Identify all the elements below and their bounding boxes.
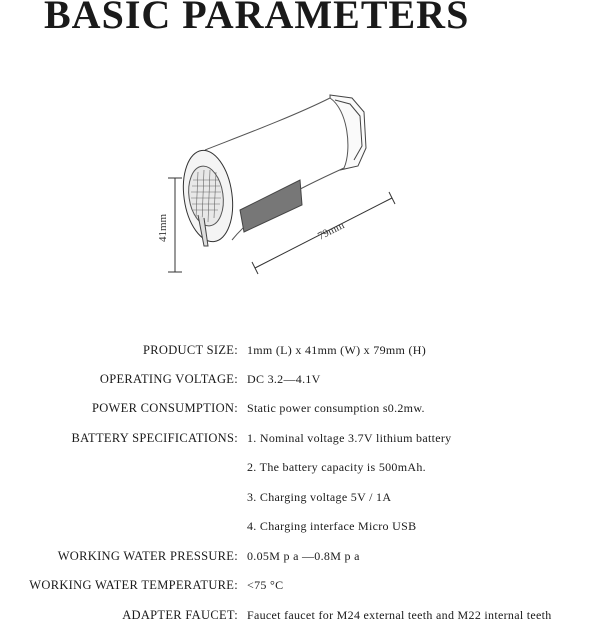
spec-label: ADAPTER FAUCET: xyxy=(122,608,238,622)
spec-row xyxy=(0,519,600,539)
dimension-length-label: 79mm xyxy=(315,219,347,243)
spec-value: Faucet faucet for M24 external teeth and M22 internal teeth xyxy=(247,608,552,622)
spec-row xyxy=(0,460,600,480)
spec-row xyxy=(0,578,600,598)
spec-label: WORKING WATER PRESSURE: xyxy=(57,549,238,563)
spec-row xyxy=(0,401,600,421)
spec-row xyxy=(0,490,600,510)
spec-label: BATTERY SPECIFICATIONS: xyxy=(71,431,238,445)
spec-value: 0.05M p a —0.8M p a xyxy=(247,549,360,563)
spec-label: POWER CONSUMPTION: xyxy=(91,401,238,415)
spec-row xyxy=(0,608,600,628)
spec-value: 1mm (L) x 41mm (W) x 79mm (H) xyxy=(247,343,427,357)
spec-value: Static power consumption s0.2mw. xyxy=(247,401,425,415)
dimension-height-label: 41mm xyxy=(157,213,169,242)
spec-value: 1. Nominal voltage 3.7V lithium battery xyxy=(247,431,452,445)
spec-label: PRODUCT SIZE: xyxy=(142,343,238,357)
spec-value: <75 °C xyxy=(247,578,284,592)
spec-label: OPERATING VOLTAGE: xyxy=(99,372,238,386)
spec-row xyxy=(0,343,600,363)
spec-row xyxy=(0,372,600,392)
spec-value: 3. Charging voltage 5V / 1A xyxy=(247,490,392,504)
spec-label: WORKING WATER TEMPERATURE: xyxy=(29,578,238,592)
spec-value: DC 3.2—4.1V xyxy=(247,372,321,386)
page-title: BASIC PARAMETERS xyxy=(44,0,470,37)
spec-value: 2. The battery capacity is 500mAh. xyxy=(247,460,426,474)
spec-row xyxy=(0,431,600,451)
spec-value: 4. Charging interface Micro USB xyxy=(247,519,417,533)
spec-row xyxy=(0,549,600,569)
